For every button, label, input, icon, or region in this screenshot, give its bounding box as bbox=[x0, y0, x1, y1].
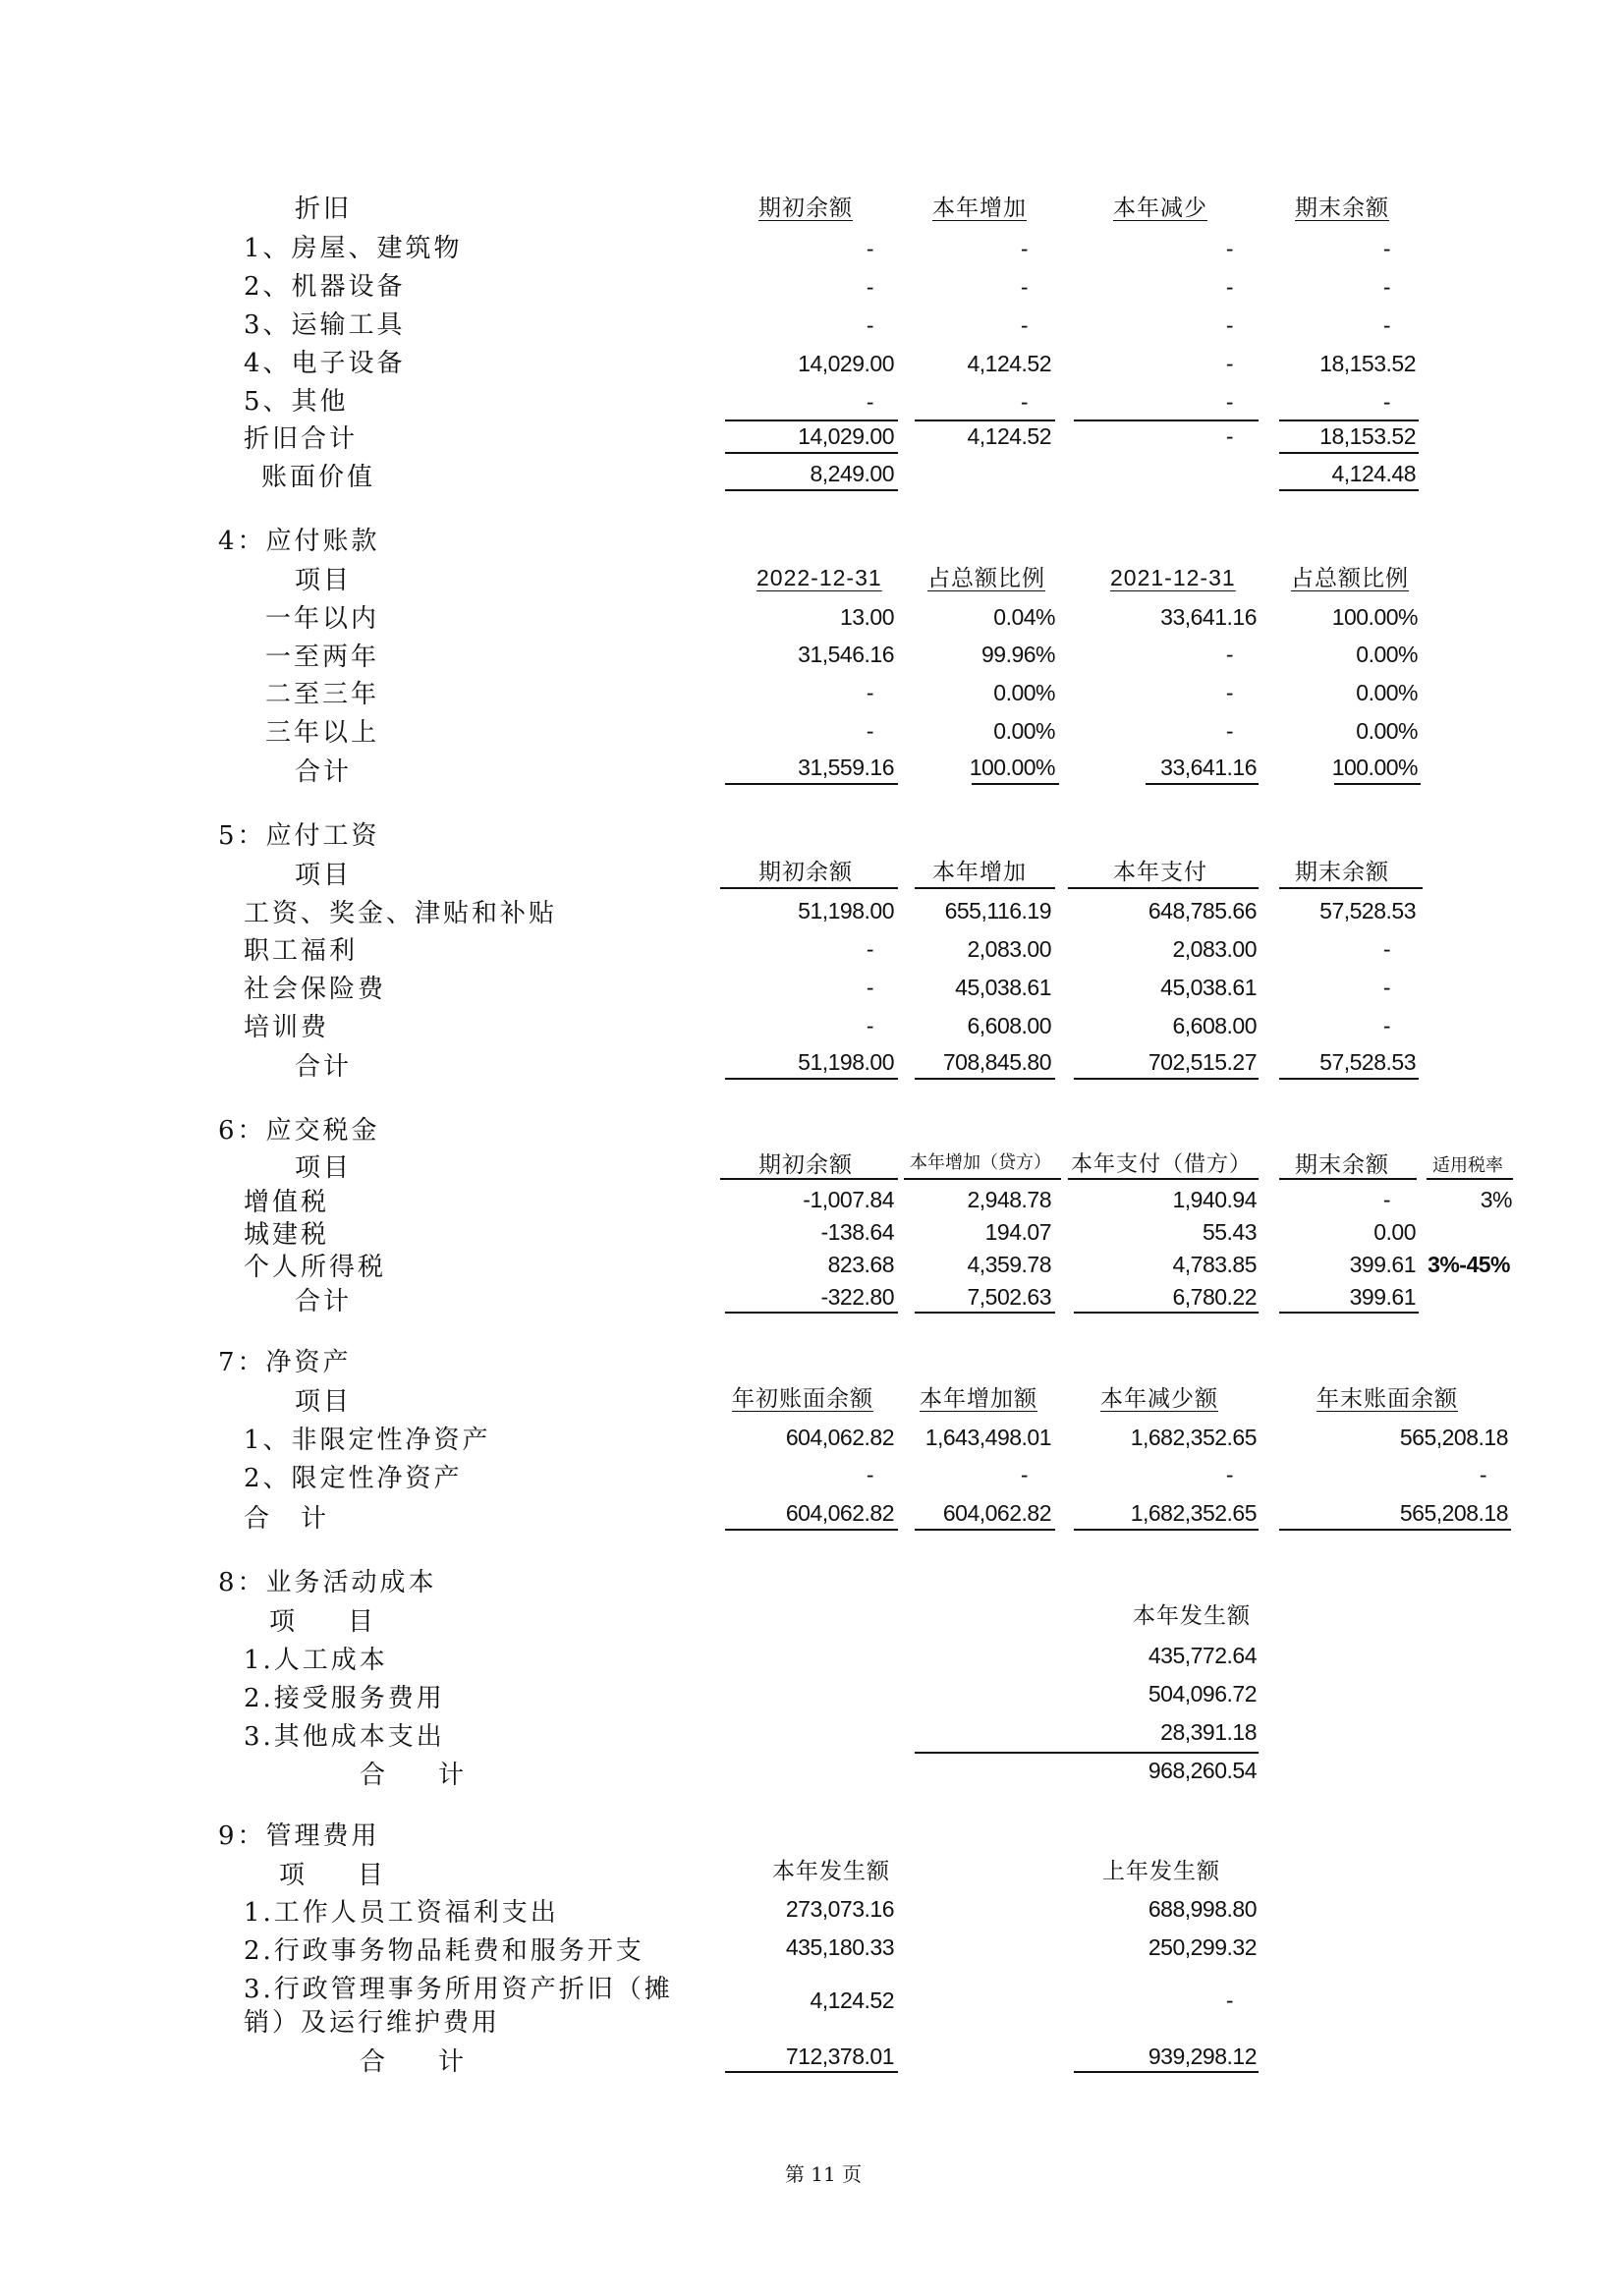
wages-total-cell: 708,845.80 bbox=[942, 1049, 1051, 1075]
payables-header-ratio: 占总额比例 bbox=[1291, 566, 1409, 591]
item-header: 项目 bbox=[295, 861, 353, 890]
admin-expense-total-cell: 712,378.01 bbox=[785, 2043, 894, 2069]
taxes-cell: 399.61 bbox=[1349, 1252, 1416, 1277]
taxes-row-label: 个人所得税 bbox=[244, 1253, 387, 1282]
depreciation-cell: - bbox=[866, 274, 873, 300]
payables-header-date: 2022-12-31 bbox=[756, 565, 882, 590]
depreciation-header-decrease: 本年减少 bbox=[1113, 196, 1207, 221]
admin-expense-cell: - bbox=[1225, 1987, 1233, 2013]
divider bbox=[1146, 783, 1259, 785]
net-assets-row-label: 1、非限定性净资产 bbox=[244, 1426, 491, 1455]
payables-row-label: 二至三年 bbox=[265, 680, 380, 709]
divider bbox=[725, 452, 898, 454]
depreciation-cell: - bbox=[1382, 236, 1390, 261]
activity-cost-cell: 504,096.72 bbox=[1148, 1681, 1257, 1707]
taxes-cell: 4,359.78 bbox=[967, 1252, 1051, 1277]
activity-cost-total-label: 合 计 bbox=[360, 1761, 478, 1790]
divider bbox=[1279, 1529, 1511, 1531]
divider bbox=[1068, 887, 1259, 889]
depreciation-row-label: 5、其他 bbox=[244, 387, 349, 417]
depreciation-title: 折旧 bbox=[295, 195, 353, 224]
divider bbox=[1279, 887, 1423, 889]
payables-row-label: 一至两年 bbox=[265, 643, 380, 672]
depreciation-total-cell: - bbox=[1225, 423, 1233, 449]
divider bbox=[725, 489, 898, 491]
depreciation-row-label: 2、机器设备 bbox=[244, 272, 406, 302]
depreciation-cell: - bbox=[1020, 274, 1028, 300]
admin-expense-row-label: 3.行政管理事务所用资产折旧（摊 bbox=[244, 1975, 673, 2004]
net-assets-cell: 565,208.18 bbox=[1399, 1425, 1508, 1450]
net-assets-cell: - bbox=[1020, 1462, 1028, 1487]
depreciation-cell: - bbox=[1382, 389, 1390, 415]
payables-total-cell: 33,641.16 bbox=[1160, 755, 1257, 780]
depreciation-cell: - bbox=[1020, 389, 1028, 415]
activity-cost-row-label: 3.其他成本支出 bbox=[244, 1722, 445, 1752]
divider bbox=[1279, 489, 1419, 491]
payables-cell: - bbox=[1225, 680, 1233, 705]
admin-expense-row-label: 销）及运行维护费用 bbox=[244, 2008, 501, 2038]
payables-total-cell: 100.00% bbox=[1331, 755, 1418, 780]
depreciation-cell: - bbox=[1225, 389, 1233, 415]
net-assets-total-label: 合 计 bbox=[244, 1504, 330, 1534]
payables-cell: 0.00% bbox=[993, 718, 1055, 744]
depreciation-cell: 4,124.52 bbox=[967, 351, 1051, 376]
wages-cell: 57,528.53 bbox=[1319, 898, 1416, 924]
net-assets-total-cell: 565,208.18 bbox=[1399, 1500, 1508, 1526]
wages-row-label: 培训费 bbox=[244, 1013, 330, 1042]
admin-expense-total-cell: 939,298.12 bbox=[1148, 2043, 1257, 2069]
divider bbox=[725, 1529, 898, 1531]
section-title: 7：净资产 bbox=[218, 1348, 352, 1377]
book-value-label: 账面价值 bbox=[261, 463, 376, 492]
wages-cell: 45,038.61 bbox=[1160, 975, 1257, 1000]
divider bbox=[1279, 1178, 1417, 1180]
wages-row-label: 职工福利 bbox=[244, 936, 359, 966]
net-assets-header-increase: 本年增加额 bbox=[920, 1386, 1037, 1412]
depreciation-total-label: 折旧合计 bbox=[244, 424, 359, 454]
depreciation-row-label: 4、电子设备 bbox=[244, 349, 406, 378]
net-assets-total-cell: 604,062.82 bbox=[942, 1500, 1051, 1526]
wages-total-cell: 57,528.53 bbox=[1319, 1049, 1416, 1075]
depreciation-cell: - bbox=[1225, 312, 1233, 338]
divider bbox=[720, 887, 898, 889]
divider bbox=[725, 2071, 898, 2073]
taxes-cell: 2,948.78 bbox=[967, 1187, 1051, 1212]
net-assets-header-closing: 年末账面余额 bbox=[1316, 1386, 1458, 1412]
net-assets-total-cell: 604,062.82 bbox=[785, 1500, 894, 1526]
depreciation-cell: - bbox=[1225, 274, 1233, 300]
payables-header-date: 2021-12-31 bbox=[1110, 565, 1236, 590]
admin-expense-header-prior: 上年发生额 bbox=[1102, 1859, 1220, 1884]
divider bbox=[915, 1312, 1055, 1314]
item-header: 项 目 bbox=[279, 1861, 398, 1890]
payables-total-cell: 31,559.16 bbox=[798, 755, 894, 780]
payables-cell: - bbox=[1225, 642, 1233, 667]
activity-cost-cell: 435,772.64 bbox=[1148, 1643, 1257, 1668]
divider bbox=[915, 1529, 1055, 1531]
item-header: 项目 bbox=[295, 566, 353, 595]
admin-expense-row-label: 1.工作人员工资福利支出 bbox=[244, 1898, 559, 1928]
wages-cell: 2,083.00 bbox=[1172, 936, 1257, 962]
activity-cost-row-label: 2.接受服务费用 bbox=[244, 1684, 445, 1713]
payables-cell: 0.00% bbox=[1356, 642, 1418, 667]
payables-total-label: 合计 bbox=[295, 757, 353, 787]
payables-cell: - bbox=[866, 680, 873, 705]
payables-cell: 0.00% bbox=[1356, 718, 1418, 744]
payables-cell: 0.00% bbox=[1356, 680, 1418, 705]
depreciation-cell: - bbox=[866, 312, 873, 338]
divider bbox=[1279, 1312, 1419, 1314]
taxes-total-cell: 6,780.22 bbox=[1172, 1284, 1257, 1310]
wages-cell: 6,608.00 bbox=[1172, 1013, 1257, 1038]
taxes-cell: - bbox=[1382, 1187, 1390, 1212]
taxes-row-label: 城建税 bbox=[244, 1220, 330, 1250]
depreciation-cell: - bbox=[1020, 312, 1028, 338]
depreciation-cell: - bbox=[866, 236, 873, 261]
taxes-header-credit: 本年增加（贷方） bbox=[910, 1152, 1051, 1173]
wages-cell: 51,198.00 bbox=[798, 898, 894, 924]
item-header: 项 目 bbox=[269, 1607, 388, 1637]
divider bbox=[972, 783, 1059, 785]
divider bbox=[1074, 2071, 1259, 2073]
payables-total-cell: 100.00% bbox=[969, 755, 1055, 780]
wages-cell: 648,785.66 bbox=[1148, 898, 1257, 924]
depreciation-total-cell: 14,029.00 bbox=[798, 423, 894, 449]
divider bbox=[904, 1178, 1061, 1180]
depreciation-cell: - bbox=[1382, 274, 1390, 300]
divider bbox=[720, 1178, 898, 1180]
payables-cell: 33,641.16 bbox=[1160, 604, 1257, 630]
wages-cell: 2,083.00 bbox=[967, 936, 1051, 962]
divider bbox=[915, 420, 1055, 421]
net-assets-cell: 1,682,352.65 bbox=[1130, 1425, 1257, 1450]
taxes-cell: -1,007.84 bbox=[803, 1187, 894, 1212]
taxes-total-label: 合计 bbox=[295, 1287, 353, 1316]
payables-cell: 31,546.16 bbox=[798, 642, 894, 667]
section-title: 9：管理费用 bbox=[218, 1821, 380, 1851]
divider bbox=[1074, 1312, 1259, 1314]
depreciation-cell: - bbox=[866, 389, 873, 415]
activity-cost-header: 本年发生额 bbox=[1133, 1603, 1251, 1629]
taxes-cell: 0.00 bbox=[1373, 1219, 1416, 1245]
wages-cell: - bbox=[1382, 936, 1390, 962]
wages-total-cell: 51,198.00 bbox=[798, 1049, 894, 1075]
activity-cost-total-cell: 968,260.54 bbox=[1148, 1758, 1257, 1783]
taxes-header-opening: 期初余额 bbox=[758, 1152, 853, 1178]
divider bbox=[1074, 1078, 1259, 1080]
admin-expense-cell: 4,124.52 bbox=[810, 1987, 894, 2013]
depreciation-cell: - bbox=[1382, 312, 1390, 338]
admin-expense-row-label: 2.行政事务物品耗费和服务开支 bbox=[244, 1936, 644, 1966]
divider bbox=[725, 1078, 898, 1080]
wages-cell: 45,038.61 bbox=[955, 975, 1051, 1000]
net-assets-header-opening: 年初账面余额 bbox=[732, 1386, 873, 1412]
payables-header-ratio: 占总额比例 bbox=[927, 566, 1045, 591]
payables-cell: 13.00 bbox=[839, 604, 894, 630]
payables-row-label: 三年以上 bbox=[265, 718, 380, 748]
payables-cell: - bbox=[1225, 718, 1233, 744]
net-assets-cell: - bbox=[866, 1462, 873, 1487]
depreciation-cell: - bbox=[1225, 351, 1233, 376]
admin-expense-cell: 435,180.33 bbox=[785, 1934, 894, 1960]
item-header: 项目 bbox=[295, 1153, 353, 1183]
depreciation-cell: 14,029.00 bbox=[798, 351, 894, 376]
wages-cell: 6,608.00 bbox=[967, 1013, 1051, 1038]
net-assets-header-decrease: 本年减少额 bbox=[1100, 1386, 1218, 1412]
taxes-rate-cell: 3%-45% bbox=[1428, 1252, 1510, 1277]
payables-row-label: 一年以内 bbox=[265, 604, 380, 634]
taxes-cell: 1,940.94 bbox=[1172, 1187, 1257, 1212]
divider bbox=[1427, 1178, 1513, 1180]
activity-cost-cell: 28,391.18 bbox=[1160, 1719, 1257, 1745]
net-assets-row-label: 2、限定性净资产 bbox=[244, 1464, 463, 1493]
depreciation-cell: - bbox=[1020, 236, 1028, 261]
wages-row-label: 社会保险费 bbox=[244, 975, 387, 1004]
depreciation-total-cell: 4,124.52 bbox=[967, 423, 1051, 449]
taxes-header-debit: 本年支付（借方） bbox=[1071, 1152, 1253, 1177]
divider bbox=[1279, 420, 1419, 421]
divider bbox=[915, 887, 1055, 889]
wages-header-opening: 期初余额 bbox=[758, 860, 853, 885]
taxes-cell: 55.43 bbox=[1202, 1219, 1257, 1245]
divider bbox=[915, 1078, 1055, 1080]
divider bbox=[1068, 1178, 1259, 1180]
wages-cell: - bbox=[866, 936, 873, 962]
activity-cost-row-label: 1.人工成本 bbox=[244, 1646, 388, 1675]
wages-row-label: 工资、奖金、津贴和补贴 bbox=[244, 899, 558, 928]
taxes-total-cell: 399.61 bbox=[1349, 1284, 1416, 1310]
wages-cell: - bbox=[1382, 975, 1390, 1000]
depreciation-header-opening: 期初余额 bbox=[758, 196, 853, 221]
book-value-cell: 4,124.48 bbox=[1331, 461, 1416, 486]
depreciation-cell: 18,153.52 bbox=[1319, 351, 1416, 376]
divider bbox=[1279, 452, 1419, 454]
depreciation-header-increase: 本年增加 bbox=[932, 196, 1027, 221]
payables-cell: - bbox=[866, 718, 873, 744]
section-title: 8：业务活动成本 bbox=[218, 1568, 437, 1597]
wages-cell: 655,116.19 bbox=[944, 898, 1051, 924]
section-title: 6：应交税金 bbox=[218, 1116, 380, 1146]
wages-header-closing: 期末余额 bbox=[1295, 860, 1389, 885]
net-assets-total-cell: 1,682,352.65 bbox=[1130, 1500, 1257, 1526]
divider bbox=[1334, 783, 1421, 785]
divider bbox=[725, 420, 898, 421]
section-title: 4：应付账款 bbox=[218, 527, 380, 556]
section-title: 5：应付工资 bbox=[218, 821, 380, 851]
admin-expense-cell: 688,998.80 bbox=[1148, 1896, 1257, 1922]
wages-total-cell: 702,515.27 bbox=[1148, 1049, 1257, 1075]
taxes-cell: 4,783.85 bbox=[1172, 1252, 1257, 1277]
taxes-cell: 194.07 bbox=[984, 1219, 1051, 1245]
divider bbox=[725, 783, 898, 785]
book-value-cell: 8,249.00 bbox=[810, 461, 894, 486]
wages-cell: - bbox=[866, 975, 873, 1000]
divider bbox=[725, 1312, 898, 1314]
payables-cell: 0.00% bbox=[993, 680, 1055, 705]
depreciation-header-closing: 期末余额 bbox=[1295, 196, 1389, 221]
wages-cell: - bbox=[1382, 1013, 1390, 1038]
payables-cell: 100.00% bbox=[1331, 604, 1418, 630]
taxes-row-label: 增值税 bbox=[244, 1188, 330, 1217]
taxes-rate-cell: 3% bbox=[1480, 1187, 1512, 1212]
taxes-total-cell: -322.80 bbox=[820, 1284, 894, 1310]
taxes-cell: -138.64 bbox=[820, 1219, 894, 1245]
divider bbox=[1074, 420, 1259, 421]
net-assets-cell: - bbox=[1479, 1462, 1486, 1487]
depreciation-cell: - bbox=[1225, 236, 1233, 261]
admin-expense-header-current: 本年发生额 bbox=[772, 1859, 890, 1884]
item-header: 项目 bbox=[295, 1387, 353, 1417]
divider bbox=[1074, 1529, 1259, 1531]
taxes-cell: 823.68 bbox=[827, 1252, 894, 1277]
net-assets-cell: 604,062.82 bbox=[785, 1425, 894, 1450]
page-number: 第 11 页 bbox=[784, 2162, 863, 2186]
taxes-header-closing: 期末余额 bbox=[1295, 1152, 1389, 1178]
depreciation-row-label: 3、运输工具 bbox=[244, 310, 406, 340]
depreciation-total-cell: 18,153.52 bbox=[1319, 423, 1416, 449]
wages-header-increase: 本年增加 bbox=[932, 860, 1027, 885]
wages-header-paid: 本年支付 bbox=[1113, 860, 1207, 885]
taxes-total-cell: 7,502.63 bbox=[967, 1284, 1051, 1310]
divider bbox=[915, 1752, 1259, 1754]
divider bbox=[1279, 1078, 1419, 1080]
net-assets-cell: 1,643,498.01 bbox=[924, 1425, 1051, 1450]
taxes-header-rate: 适用税率 bbox=[1432, 1155, 1503, 1176]
admin-expense-cell: 273,073.16 bbox=[785, 1896, 894, 1922]
net-assets-cell: - bbox=[1225, 1462, 1233, 1487]
admin-expense-total-label: 合 计 bbox=[360, 2047, 478, 2077]
payables-cell: 99.96% bbox=[980, 642, 1055, 667]
wages-cell: - bbox=[866, 1013, 873, 1038]
payables-cell: 0.04% bbox=[993, 604, 1055, 630]
depreciation-row-label: 1、房屋、建筑物 bbox=[244, 234, 463, 263]
wages-total-label: 合计 bbox=[295, 1052, 353, 1082]
admin-expense-cell: 250,299.32 bbox=[1148, 1934, 1257, 1960]
